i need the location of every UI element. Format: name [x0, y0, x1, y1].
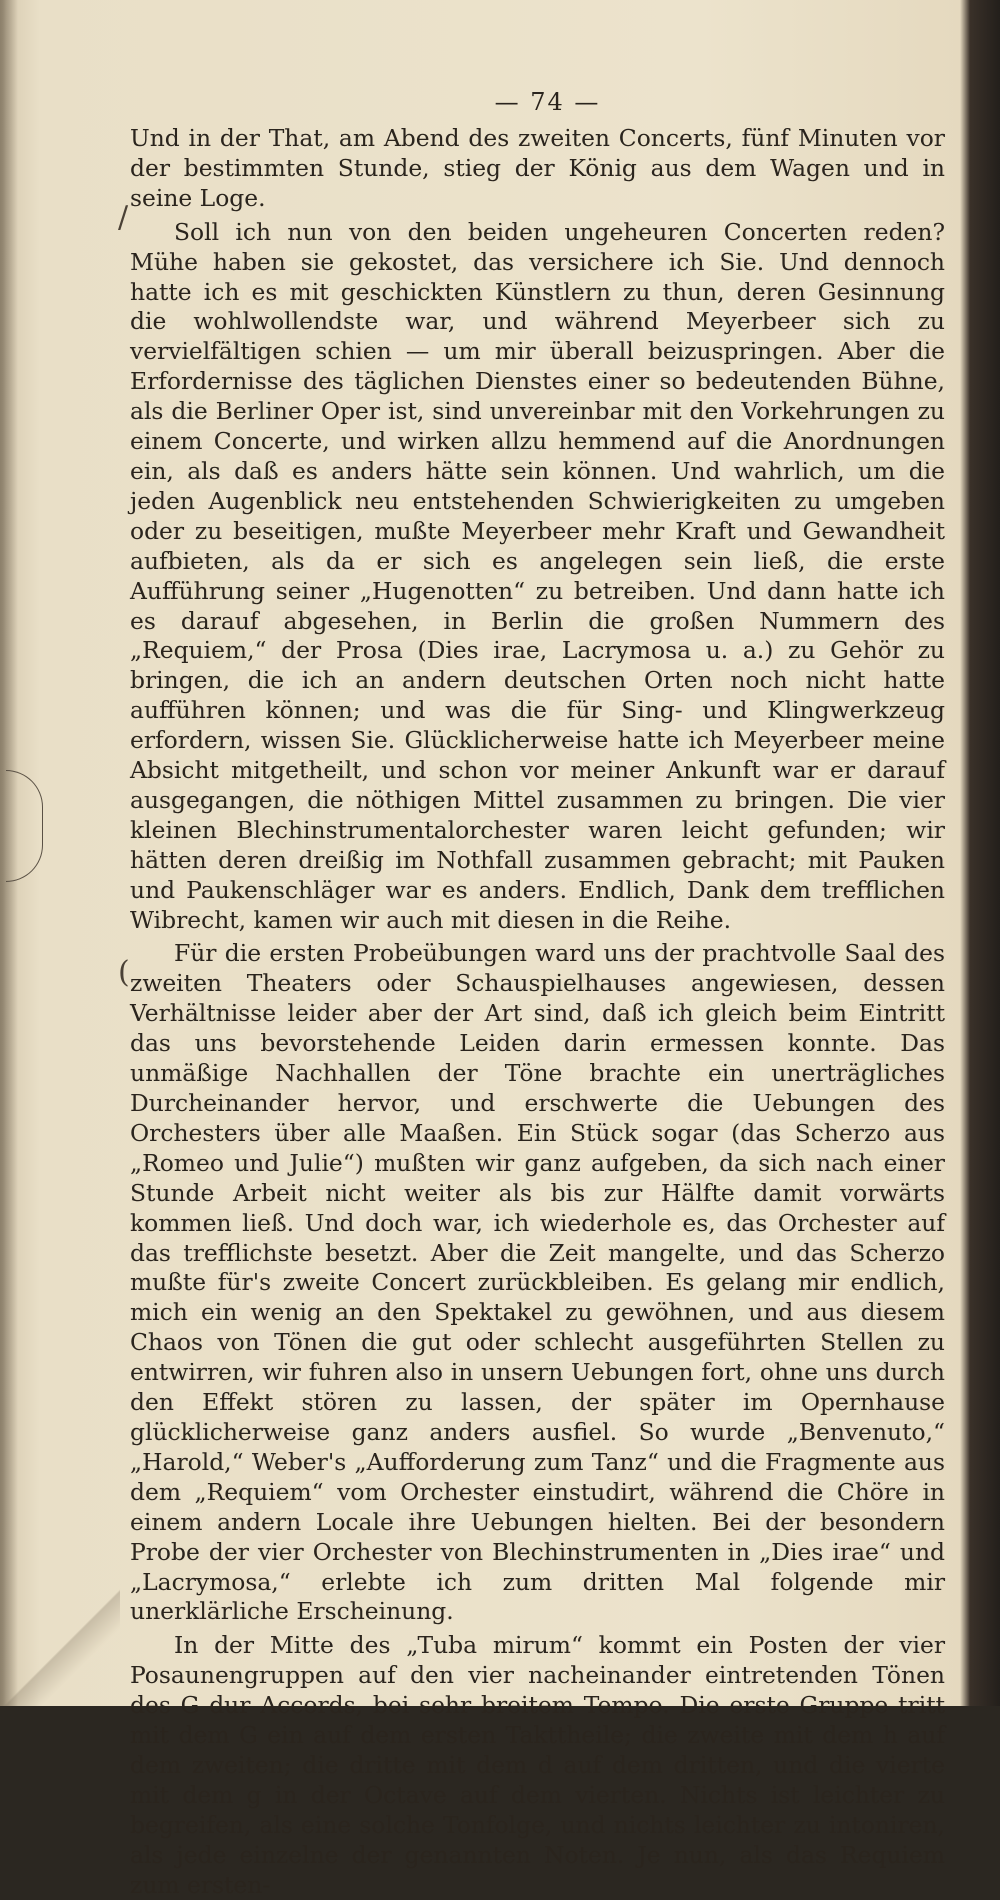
paper-tear [0, 1566, 120, 1706]
paragraph-1: Und in der That, am Abend des zweiten Concerts, fünf Minuten vor der bestimmten Stunde, stieg der König aus dem Wagen und in seine Loge. [130, 124, 945, 212]
paragraph-4: In der Mitte des „Tuba mirum“ kommt ein Posten der vier Posaunengruppen auf den vier nacheinander eintretenden Tönen des G dur Accords, bei sehr breitem Tempo. Die erste Gruppe tritt mit dem G ein auf dem ersten Takttheile; die zweite mit dem h auf dem zweiten; die dritte mit dem d auf dem dritten, und die vierte mit dem g in der Octave auf dem vierten. Nichts ist leichter zu begreifen, als eine solche Tonfolge, und nichts leichter zu intoniren, als jede einzelne der genannten Noten. Je nun, als das Requiem zum ersten- [130, 1631, 945, 1899]
paragraph-3: Für die ersten Probeübungen ward uns der prachtvolle Saal des zweiten Theaters oder Schauspielhauses angewiesen, dessen Verhältnisse leider aber der Art sind, daß ich gleich beim Eintritt das uns bevorstehende Leiden darin ermessen konnte. Das unmäßige Nachhallen der Töne brachte ein unerträgliches Durcheinander hervor, und erschwerte die Uebungen des Orchesters über alle Maaßen. Ein Stück sogar (das Scherzo aus „Romeo und Julie“) mußten wir ganz aufgeben, da sich nach einer Stunde Arbeit nicht weiter als bis zur Hälfte damit vorwärts kommen ließ. Und doch war, ich wiederhole es, das Orchester auf das trefflichste besetzt. Aber die Zeit mangelte, und das Scherzo mußte für's zweite Concert zurückbleiben. Es gelang mir endlich, mich ein wenig an den Spektakel zu gewöhnen, und aus diesem Chaos von Tönen die gut oder schlecht ausgeführten Stellen zu entwirren, wir fuhren also in unsern Uebungen fort, ohne uns durch den Effekt stören zu lassen, der später im Opernhause glücklicherweise ganz anders ausfiel. So wurde „Benvenuto,“ „Harold,“ Weber's „Aufforderung zum Tanz“ und die Fragmente aus dem „Requiem“ vom Orchester einstudirt, während die Chöre in einem andern Locale ihre Uebungen hielten. Bei der besondern Probe der vier Orchester von Blechinstrumenten in „Dies irae“ und „Lacrymosa,“ erlebte ich zum dritten Mal folgende mir unerklärliche Erscheinung. [130, 939, 945, 1626]
pencil-bracket-mark: ( [118, 955, 130, 990]
paragraph-2: Soll ich nun von den beiden ungeheuren Concerten reden? Mühe haben sie gekostet, das versichere ich Sie. Und dennoch hatte ich es mit geschickten Künstlern zu thun, deren Gesinnung die wohlwollendste war, und während Meyerbeer sich zu vervielfältigen schien — um mir überall beizuspringen. Aber die Erfordernisse des täglichen Dienstes einer so bedeutenden Bühne, als die Berliner Oper ist, sind unvereinbar mit den Vorkehrungen zu einem Concerte, und wirken allzu hemmend auf die Anordnungen ein, als daß es anders hätte sein können. Und wahrlich, um die jeden Augenblick neu entstehenden Schwierigkeiten zu umgeben oder zu beseitigen, mußte Meyerbeer mehr Kraft und Gewandheit aufbieten, als da er sich es angelegen sein ließ, die erste Aufführung seiner „Hugenotten“ zu betreiben. Und dann hatte ich es darauf abgesehen, in Berlin die großen Nummern des „Requiem,“ der Prosa (Dies irae, Lacrymosa u. a.) zu Gehör zu bringen, die ich an andern deutschen Orten noch nicht hatte aufführen können; und was die für Sing- und Klingwerkzeug erfordern, wissen Sie. Glücklicherweise hatte ich Meyerbeer meine Absicht mitgetheilt, und schon vor meiner Ankunft war er darauf ausgegangen, die nöthigen Mittel zusammen zu bringen. Die vier kleinen Blechinstrumentalorchester waren leicht gefunden; wir hätten deren dreißig im Nothfall zusammen gebracht; mit Pauken und Paukenschläger war es anders. Endlich, Dank dem trefflichen Wibrecht, kamen wir auch mit diesen in die Reihe. [130, 217, 945, 934]
pencil-margin-mark [6, 770, 43, 882]
page-number: — 74 — [494, 88, 601, 116]
pencil-tick-mark: / [118, 200, 129, 235]
book-page [130, 88, 945, 1900]
